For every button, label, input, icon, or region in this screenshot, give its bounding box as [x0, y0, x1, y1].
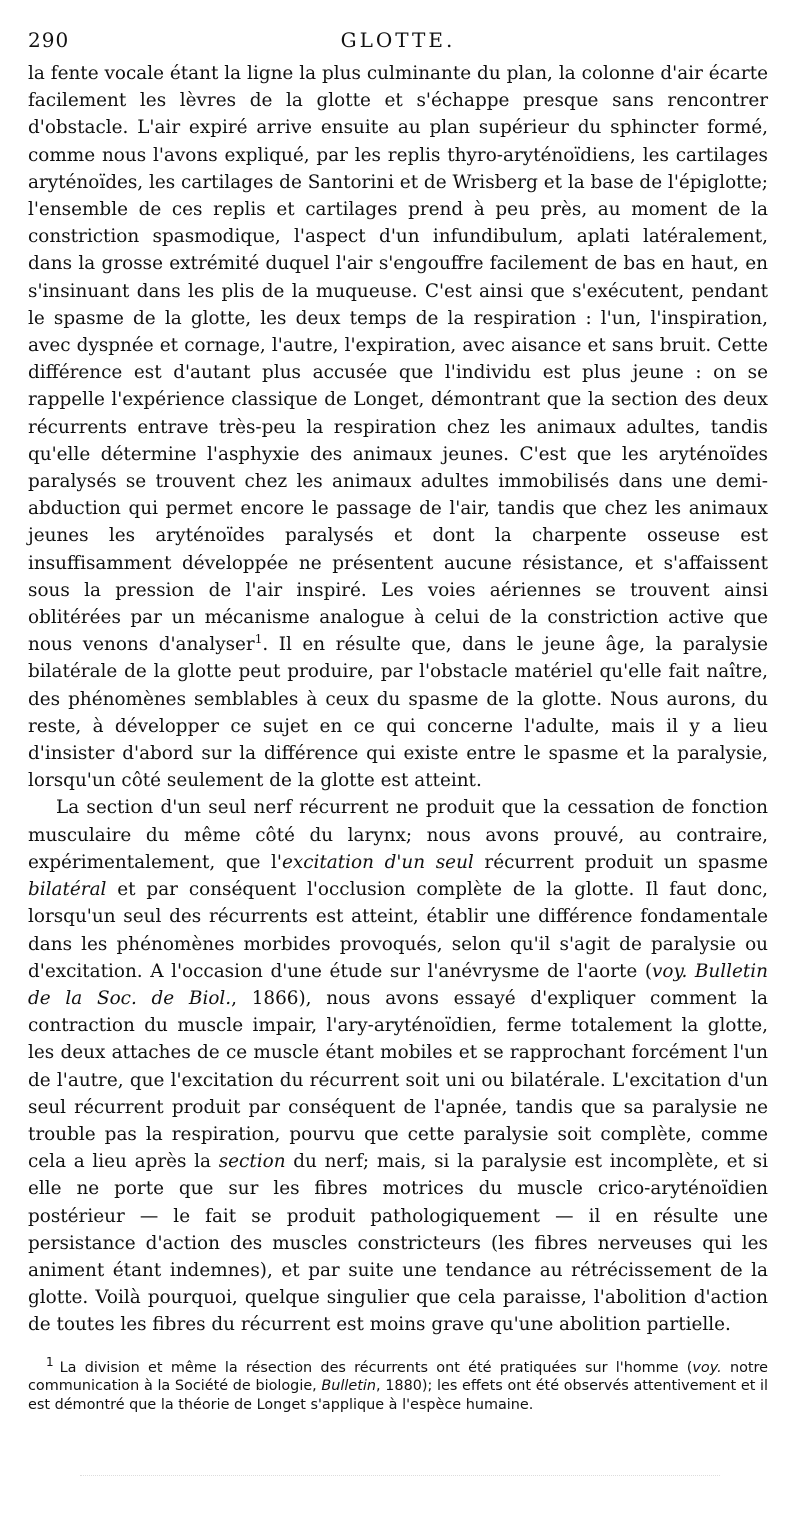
book-page	[28, 28, 768, 1414]
scan-specks	[80, 1475, 720, 1480]
footnote	[28, 1354, 769, 1415]
paragraph-continued	[28, 60, 768, 794]
paragraph-text: du nerf; mais, si la paralysie est incomplète, et si elle ne porte que sur les fibres motrices du muscle crico-aryténoïdien postérieur — le fait se produit pathologiquement — il en résulte une persistance d'action des muscles constricteurs (les fibres nerveuses qui les animent étant indemnes), et par suite une tendance au rétrécissement de la glotte. Voilà pourquoi, quelque singulier que cela paraisse, l'abolition d'action de toutes les fibres du récurrent est moins grave qu'une abolition partielle.	[28, 1151, 768, 1336]
footnote-text: La division et même la résection des récurrents ont été pratiquées sur l'homme (	[59, 1359, 693, 1376]
italic-phrase: bilatéral	[28, 879, 107, 901]
footnote-text: , 1880); les effets ont été observés attentivement et il est démontré que la théorie de Longet s'applique à l'espèce humaine.	[28, 1378, 769, 1413]
italic-phrase: voy.	[692, 1359, 722, 1376]
footnote-text: notre communication à la Société de biologie,	[28, 1359, 768, 1395]
paragraph-text: La section d'un seul nerf récurrent ne produit que la cessation de fonction musculaire du même côté du larynx; nous avons prouvé, au contraire, expérimentalement, que l'	[28, 797, 768, 873]
italic-phrase: Bulletin	[321, 1378, 377, 1395]
running-head	[28, 28, 768, 56]
paragraph-text: et par conséquent l'occlusion complète de la glotte. Il faut donc, lorsqu'un seul des récurrents est atteint, établir une différence fondamentale dans les phénomènes morbides provoqués, selon qu'il s'agit de paralysie ou d'excitation. A l'occasion d'une étude sur l'anévrysme de l'aorte (	[28, 879, 768, 982]
footnote-marker: 1	[46, 1354, 54, 1369]
footnote-reference: 1	[254, 632, 263, 647]
running-title: GLOTTE.	[340, 28, 456, 52]
paragraph-text: , 1866), nous avons essayé d'expliquer comment la contraction du muscle impair, l'ary-aryténoïdien, ferme totalement la glotte, les deux attaches de ce muscle étant mobiles et se rapprochant forcément l'un de l'autre, que l'excitation du récurrent soit uni ou bilatérale. L'excitation d'un seul récurrent produit par conséquent de l'apnée, tandis que sa paralysie ne trouble pas la respiration, pourvu que cette paralysie soit complète, comme cela a lieu après la	[28, 987, 768, 1173]
body-text	[28, 60, 768, 1339]
italic-phrase: section	[218, 1151, 286, 1173]
italic-phrase: excitation d'un seul	[281, 851, 474, 873]
paragraph-text: . Il en résulte que, dans le jeune âge, la paralysie bilatérale de la glotte peut produire, par l'obstacle matériel qu'elle fait naître, des phénomènes semblables à ceux du spasme de la glotte. Nous aurons, du reste, à développer ce sujet en ce qui concerne l'adulte, mais il y a lieu d'insister d'abord sur la différence qui existe entre le spasme et la paralysie, lorsqu'un côté seulement de la glotte est atteint.	[28, 634, 769, 792]
paragraph-text: la fente vocale étant la ligne la plus culminante du plan, la colonne d'air écarte facilement les lèvres de la glotte et s'échappe presque sans rencontrer d'obstacle. L'air expiré arrive ensuite au plan supérieur du sphincter formé, comme nous l'avons expliqué, par les replis thyro-aryténoïdiens, les cartilages aryténoïdes, les cartilages de Santorini et de Wrisberg et la base de l'épiglotte; l'ensemble de ces replis et cartilages prend à peu près, au moment de la constriction spasmodique, l'aspect d'un infundibulum, aplati latéralement, dans la grosse extrémité duquel l'air s'engouffre facilement de bas en haut, en s'insinuant dans les plis de la muqueuse. C'est ainsi que s'exécutent, pendant le spasme de la glotte, les deux temps de la respiration : l'un, l'inspiration, avec dyspnée et cornage, l'autre, l'expiration, avec aisance et sans bruit. Cette différence est d'autant plus accusée que l'individu est plus jeune : on se rappelle l'expérience classique de Longet, démontrant que la section des deux récurrents entrave très-peu la respiration chez les animaux adultes, tandis qu'elle détermine l'asphyxie des animaux jeunes. C'est que les aryténoïdes paralysés se trouvent chez les animaux adultes immobilisés dans une demi-abduction qui permet encore le passage de l'air, tandis que chez les animaux jeunes les aryténoïdes paralysés et dont la charpente osseuse est insuffisamment développée ne présentent aucune résistance, et s'affaissent sous la pression de l'air inspiré. Les voies aériennes se trouvent ainsi oblitérées par un mécanisme analogue à celui de la constriction active que nous venons d'analyser	[28, 63, 768, 656]
paragraph-text: récurrent produit un spasme	[473, 851, 768, 873]
page-number: 290	[28, 28, 70, 52]
paragraph	[28, 794, 768, 1338]
italic-citation: voy. Bulletin de la Soc. de Biol.	[28, 960, 768, 1009]
footnote-paragraph	[28, 1354, 769, 1415]
